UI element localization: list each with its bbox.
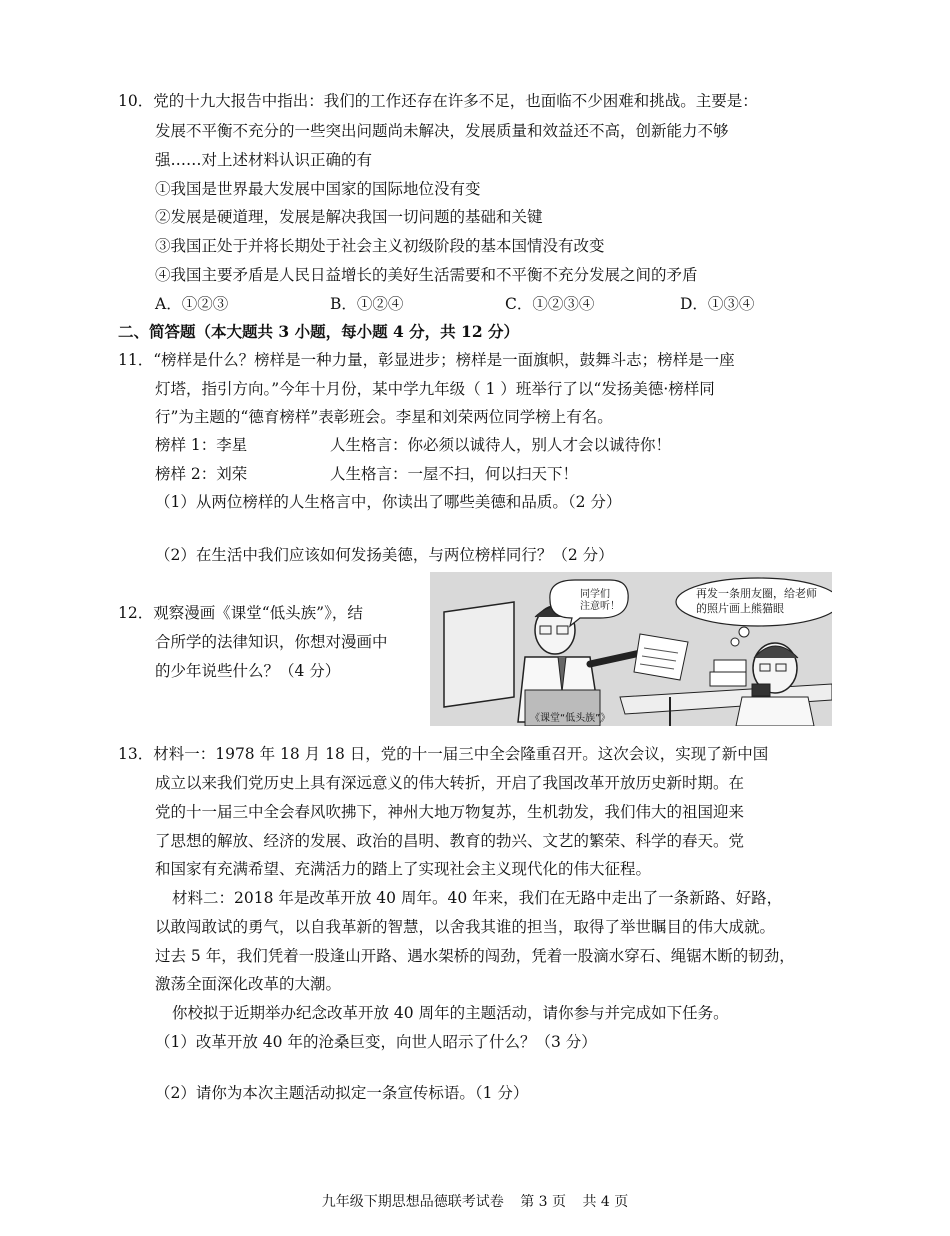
q11-sub2: （2）在生活中我们应该如何发扬美德，与两位榜样同行？（2 分）	[155, 546, 614, 564]
comic-image	[430, 572, 832, 726]
q13-sub1: （1）改革开放 40 年的沧桑巨变，向世人昭示了什么？（3 分）	[155, 1033, 597, 1051]
q13-m1-line: 党的十一届三中全会春风吹拂下，神州大地万物复苏，生机勃发，我们伟大的祖国迎来	[155, 803, 745, 821]
q11-model-motto: 人生格言：你必须以诚待人，别人才会以诚待你！	[330, 436, 672, 454]
teacher-bubble-line: 同学们	[580, 589, 610, 600]
footer-page-number: 第 3 页	[520, 1194, 566, 1210]
q10-option-c: C．①②③④	[505, 295, 595, 313]
q13-m2-line: 材料二：2018 年是改革开放 40 周年。40 年来，我们在无路中走出了一条新路、好路，	[172, 889, 783, 907]
q11-line: 行”为主题的“德育榜样”表彰班会。李星和刘荣两位同学榜上有名。	[155, 408, 613, 426]
q10-option-d: D．①③④	[680, 295, 755, 313]
q13-m1-line: 成立以来我们党历史上具有深远意义的伟大转折，开启了我国改革开放历史新时期。在	[155, 774, 745, 792]
q10-option-a: A．①②③	[155, 295, 229, 313]
q10-line: 强……对上述材料认识正确的有	[155, 151, 373, 169]
q10-item: ②发展是硬道理，发展是解决我国一切问题的基础和关键	[155, 208, 543, 226]
q13-m1-line: 13．材料一：1978 年 18 月 18 日，党的十一届三中全会隆重召开。这次会议，实现了新中国	[118, 745, 769, 763]
q11-model-name: 榜样 2：刘荣	[155, 465, 248, 483]
q10-line: 10．党的十九大报告中指出：我们的工作还存在许多不足，也面临不少困难和挑战。主要是：	[118, 92, 758, 110]
q13-m1-line: 和国家有充满希望、充满活力的踏上了实现社会主义现代化的伟大征程。	[155, 860, 652, 878]
q10-item: ①我国是世界最大发展中国家的国际地位没有变	[155, 180, 481, 198]
comic-caption: 《课堂“低头族”》	[530, 713, 611, 724]
q13-m2-line: 以敢闯敢试的勇气，以自我革新的智慧，以舍我其谁的担当，取得了举世瞩目的伟大成就。	[155, 918, 776, 936]
q11-model-name: 榜样 1：李星	[155, 436, 248, 454]
q12-line: 合所学的法律知识，你想对漫画中	[155, 633, 388, 651]
q12-line: 的少年说些什么？（4 分）	[155, 662, 341, 680]
footer-title: 九年级下期思想品德联考试卷	[321, 1194, 504, 1210]
q10-item: ③我国正处于并将长期处于社会主义初级阶段的基本国情没有改变	[155, 237, 605, 255]
q10-option-b: B．①②④	[330, 295, 404, 313]
q13-sub2: （2）请你为本次主题活动拟定一条宣传标语。（1 分）	[155, 1084, 529, 1102]
section-title: 二、简答题（本大题共 3 小题，每小题 4 分，共 12 分）	[118, 322, 520, 341]
q10-line: 发展不平衡不充分的一些突出问题尚未解决，发展质量和效益还不高，创新能力不够	[155, 122, 729, 140]
q13-m2-line: 激荡全面深化改革的大潮。	[155, 975, 342, 993]
teacher-bubble-text	[580, 589, 620, 613]
q11-sub1: （1）从两位榜样的人生格言中，你读出了哪些美德和品质。（2 分）	[155, 493, 622, 511]
q11-line: 11．“榜样是什么？榜样是一种力量，彰显进步；榜样是一面旗帜，鼓舞斗志；榜样是一座	[118, 351, 735, 369]
q13-m2-line: 过去 5 年，我们凭着一股逢山开路、遇水架桥的闯劲，凭着一股滴水穿石、绳锯木断的韧劲，	[155, 947, 795, 965]
q11-model-motto: 人生格言：一屋不扫，何以扫天下！	[330, 465, 579, 483]
q12-line: 12．观察漫画《课堂“低头族”》，结	[118, 604, 363, 622]
student-bubble-line: 再发一条朋友圈，给老师	[696, 587, 817, 600]
footer-total-pages: 共 4 页	[582, 1194, 629, 1210]
page-footer	[0, 1191, 950, 1211]
teacher-bubble-line: 注意听！	[580, 601, 620, 612]
q11-line: 灯塔，指引方向。”今年十月份，某中学九年级（ 1 ）班举行了以“发扬美德·榜样同	[155, 380, 715, 398]
q13-task: 你校拟于近期举办纪念改革开放 40 周年的主题活动，请你参与并完成如下任务。	[172, 1004, 729, 1022]
q13-m1-line: 了思想的解放、经济的发展、政治的昌明、教育的勃兴、文艺的繁荣、科学的春天。党	[155, 832, 745, 850]
student-bubble-text	[696, 586, 817, 616]
student-bubble-line: 的照片画上熊猫眼	[696, 602, 784, 615]
q10-item: ④我国主要矛盾是人民日益增长的美好生活需要和不平衡不充分发展之间的矛盾	[155, 266, 698, 284]
